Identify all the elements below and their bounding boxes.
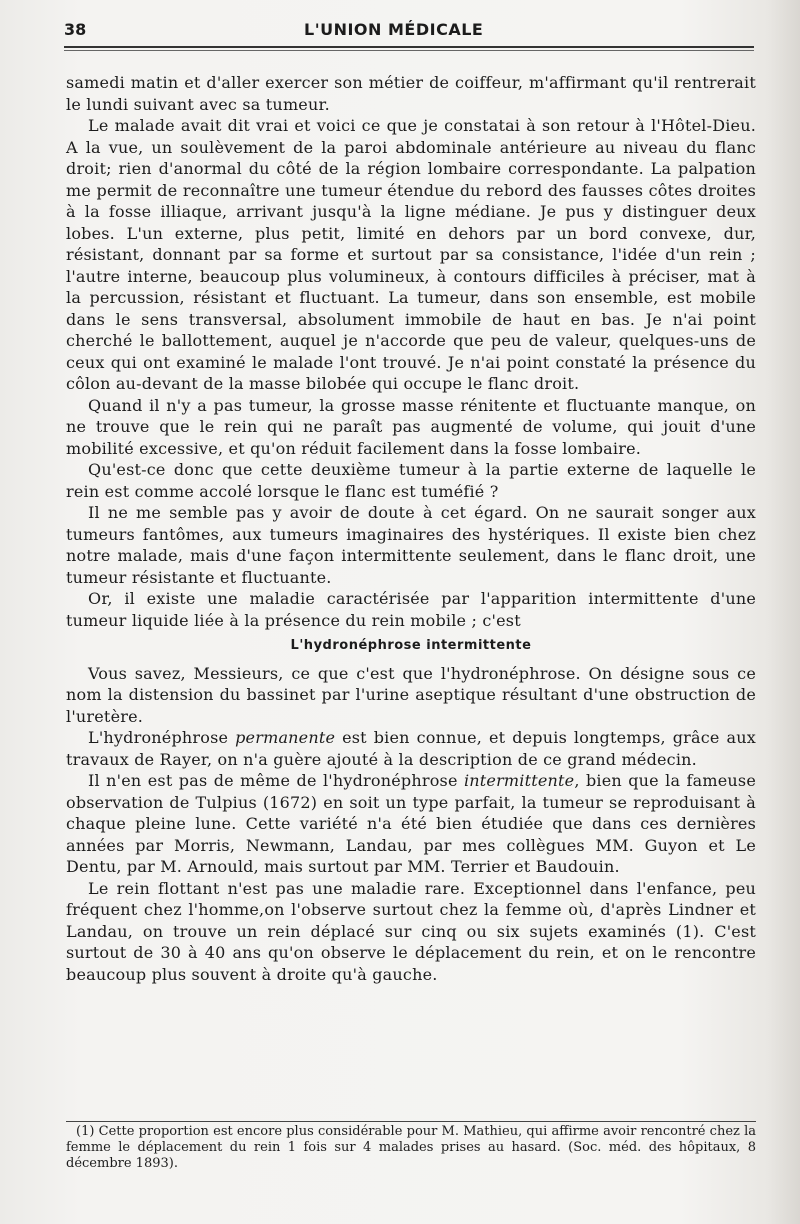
text-run: Il n'en est pas de même de l'hydronéphrose [88,771,464,790]
text-run: est bien connue, et depuis longtemps, grâce aux travaux de Rayer, on n'a guère ajouté à la description de ce grand médecin. [66,728,756,769]
text-run: , bien que la fameuse observation de Tulpius (1672) en soit un type parfait, la tumeur se reproduisant à chaque pleine lune. Cette variété n'a été bien étudiée que dans ces dernières années par Morris, Newmann, Landau, par mes collègues MM. Guyon et Le Dentu, par M. Arnould, mais surtout par MM. Terrier et Baudouin. [66,771,756,876]
paragraph: Le malade avait dit vrai et voici ce que je constatai à son retour à l'Hôtel-Dieu. A la vue, un soulèvement de la paroi abdominale antérieure au niveau du flanc droit; rien d'anormal du côté de la région lombaire correspondante. La palpation me permit de reconnaître une tumeur étendue du rebord des fausses côtes droites à la fosse illiaque, arrivant jusqu'à la ligne médiane. Je pus y distinguer deux lobes. L'un externe, plus petit, limité en dehors par un bord convexe, dur, résistant, donnant par sa forme et surtout par sa consistance, l'idée d'un rein ; l'autre interne, beaucoup plus volumineux, à contours difficiles à préciser, mat à la percussion, résistant et fluctuant. La tumeur, dans son ensemble, est mobile dans le sens transversal, absolument immobile de haut en bas. Je n'ai point cherché le ballottement, auquel je n'accorde que peu de valeur, quelques-uns de ceux qui ont examiné le malade l'ont trouvé. Je n'ai point constaté la présence du côlon au-devant de la masse bilobée qui occupe le flanc droit. [66,116,756,393]
emphasis: permanente [235,728,336,747]
paragraph: Quand il n'y a pas tumeur, la grosse masse rénitente et fluctuante manque, on ne trouve que le rein qui ne paraît pas augmenté de volume, qui jouit d'une mobilité excessive, et qu'on réduit facilement dans la fosse lombaire. [66,395,756,458]
paragraph: Le rein flottant n'est pas une maladie rare. Exceptionnel dans l'enfance, peu fréquent chez l'homme,on l'observe surtout chez la femme où, d'après Lindner et Landau, on trouve un rein déplacé sur cinq ou six sujets examinés (1). C'est surtout de 30 à 40 ans qu'on observe le déplacement du rein, et on le rencontre beaucoup plus souvent à droite qu'à gauche. [66,878,756,984]
paragraph: Qu'est-ce donc que cette deuxième tumeur à la partie externe de laquelle le rein est comme accolé lorsque le flanc est tuméfié ? [66,460,756,501]
page-number: 38 [64,20,87,39]
paragraph: Il ne me semble pas y avoir de doute à cet égard. On ne saurait songer aux tumeurs fantômes, aux tumeurs imaginaires des hystériques. Il existe bien chez notre malade, mais d'une façon intermittente seulement, dans le flanc droit, une tumeur résistante et fluctuante. [66,503,756,587]
emphasis: intermittente [463,771,575,790]
page-header [64,14,754,48]
footnote [66,1124,756,1172]
section-title: L'hydronéphrose intermittente [290,638,532,653]
text-run: L'hydronéphrose [88,728,236,747]
paragraph: Or, il existe une maladie caractérisée par l'apparition intermittente d'une tumeur liquide liée à la présence du rein mobile ; c'est [66,589,756,630]
paragraph: Vous savez, Messieurs, ce que c'est que l'hydronéphrose. On désigne sous ce nom la distension du bassinet par l'urine aseptique résultant d'une obstruction de l'uretère. [66,663,756,726]
running-title: L'UNION MÉDICALE [304,20,484,39]
header-rule-thin [64,50,754,51]
footnote-text: (1) Cette proportion est encore plus considérable pour M. Mathieu, qui affirme avoir rencontré chez la femme le déplacement du rein 1 fois sur 4 malades prises au hasard. (Soc. méd. des hôpitaux, 8 décembre 1893). [66,1124,756,1171]
header-rule [64,46,754,48]
footnote-rule [66,1121,756,1122]
body-text [66,72,756,985]
paragraph [66,727,756,770]
paragraph: samedi matin et d'aller exercer son métier de coiffeur, m'affirmant qu'il rentrerait le lundi suivant avec sa tumeur. [66,73,756,114]
paragraph [66,770,756,878]
